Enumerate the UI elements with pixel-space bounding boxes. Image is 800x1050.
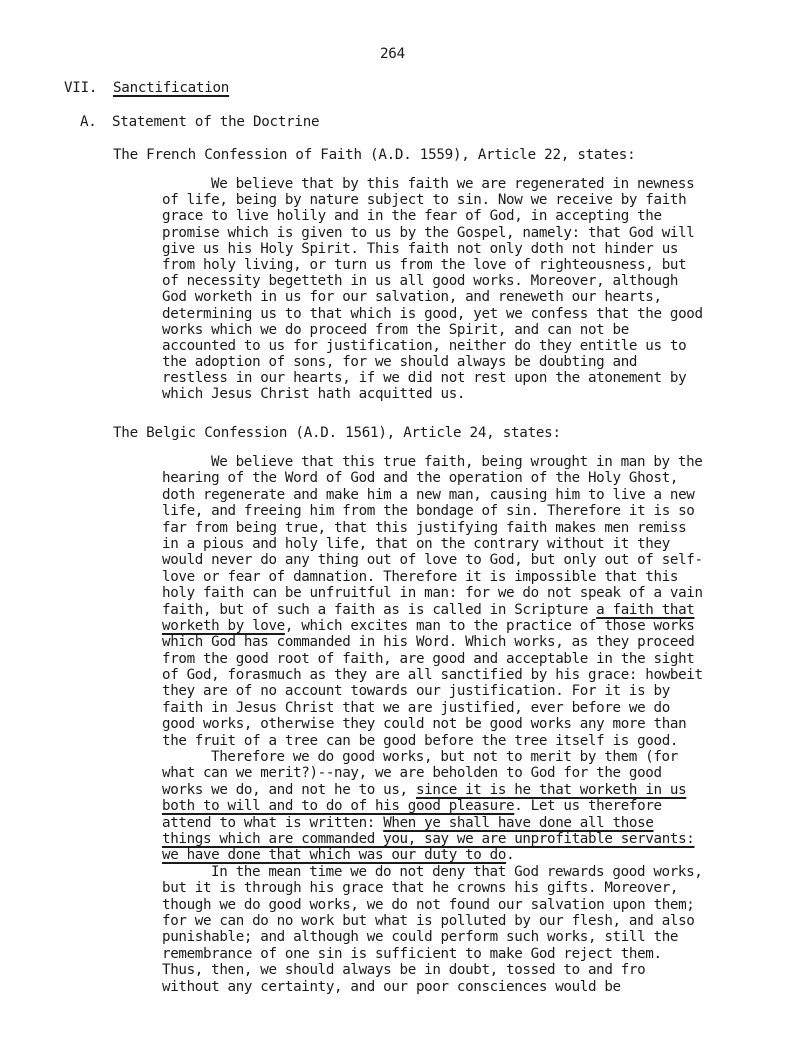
underlined-scripture: When ye shall have done all those: [383, 814, 654, 831]
quote-text: .: [506, 847, 515, 864]
quote-line: We believe that by this faith we are regenerated in newness: [211, 176, 695, 192]
quote-line: Thus, then, we should always be in doubt, tossed to and fro: [162, 962, 646, 979]
quote-line: the adoption of sons, for we should always be doubting and: [162, 354, 638, 371]
quote-line: of necessity begetteth in us all good works. Moreover, although: [162, 273, 679, 290]
quote-line: holy faith can be unfruitful in man: for we do not speak of a vain: [162, 585, 703, 602]
quote-line: of life, being by nature subject to sin. Now we receive by faith: [162, 192, 687, 209]
quote-line: [162, 602, 703, 618]
quote-text: works we do, and not he to us,: [162, 781, 416, 798]
quote-line: give us his Holy Spirit. This faith not only doth not hinder us: [162, 240, 679, 257]
quote-line: Therefore we do good works, but not to merit by them (for: [211, 749, 678, 766]
quote-line: God worketh in us for our salvation, and reneweth our hearts,: [162, 289, 662, 306]
quote-line: doth regenerate and make him a new man, causing him to live a new: [162, 486, 695, 503]
underlined-scripture: since it is he that worketh in us: [415, 781, 687, 798]
quote-line: far from being true, that this justifying faith makes men remiss: [162, 519, 687, 536]
subsection-letter: A.: [80, 114, 97, 130]
subsection-title: Statement of the Doctrine: [112, 114, 320, 130]
belgic-confession-quote: [162, 454, 703, 995]
french-confession-quote: [162, 176, 703, 403]
page-number: 264: [380, 46, 405, 62]
quote-line: though we do good works, we do not found our salvation upon them;: [162, 896, 695, 913]
quote-line: We believe that this true faith, being wrought in man by the: [211, 454, 703, 470]
quote-line: [162, 618, 703, 634]
quote-line: in a pious and holy life, that on the contrary without it they: [162, 535, 670, 552]
section-numeral: VII.: [64, 80, 98, 96]
underlined-scripture: we have done that which was our duty to do: [162, 847, 507, 864]
underlined-scripture: a faith that: [596, 601, 695, 618]
underlined-scripture: worketh by love: [162, 617, 285, 634]
quote-line: from holy living, or turn us from the love of righteousness, but: [162, 256, 687, 273]
quote-line: [162, 798, 703, 814]
belgic-confession-intro: The Belgic Confession (A.D. 1561), Article 24, states:: [113, 425, 561, 441]
quote-line: for we can do no work but what is polluted by our flesh, and also: [162, 912, 695, 929]
quote-line: remembrance of one sin is sufficient to make God reject them.: [162, 945, 662, 962]
quote-line: without any certainty, and our poor consciences would be: [162, 978, 621, 995]
quote-line: restless in our hearts, if we did not rest upon the atonement by: [162, 370, 687, 387]
quote-line: which Jesus Christ hath acquitted us.: [162, 386, 466, 403]
quote-line: from the good root of faith, are good and acceptable in the sight: [162, 650, 695, 667]
quote-line: they are of no account towards our justification. For it is by: [162, 683, 670, 700]
quote-text: , which excites man to the practice of those works: [284, 617, 695, 634]
quote-line: what can we merit?)--nay, we are beholden to God for the good: [162, 765, 662, 782]
quote-line: which God has commanded in his Word. Which works, as they proceed: [162, 634, 695, 651]
quote-line: [162, 847, 703, 863]
quote-text: attend to what is written:: [162, 814, 384, 831]
quote-line: of God, forasmuch as they are all sanctified by his grace: howbeit: [162, 667, 703, 684]
quote-line: faith in Jesus Christ that we are justified, ever before we do: [162, 699, 670, 716]
quote-line: the fruit of a tree can be good before the tree itself is good.: [162, 732, 679, 749]
section-title: Sanctification: [113, 80, 230, 96]
quote-line: In the mean time we do not deny that God rewards good works,: [211, 863, 703, 880]
quote-line: [162, 815, 703, 831]
quote-text: faith, but of such a faith as is called in Scripture: [162, 601, 597, 618]
quote-line: hearing of the Word of God and the operation of the Holy Ghost,: [162, 470, 679, 487]
quote-line: punishable; and although we could perform such works, still the: [162, 929, 679, 946]
quote-line: works which we do proceed from the Spirit, and can not be: [162, 321, 629, 338]
underlined-scripture: both to will and to do of his good pleasure: [162, 798, 515, 815]
quote-line: but it is through his grace that he crowns his gifts. Moreover,: [162, 880, 679, 897]
quote-line: good works, otherwise they could not be good works any more than: [162, 716, 687, 733]
quote-line: grace to live holily and in the fear of God, in accepting the: [162, 208, 662, 225]
quote-text: . Let us therefore: [514, 798, 662, 815]
quote-line: determining us to that which is good, yet we confess that the good: [162, 305, 703, 322]
quote-line: would never do any thing out of love to God, but only out of self-: [162, 552, 703, 569]
french-confession-intro: The French Confession of Faith (A.D. 1559), Article 22, states:: [113, 147, 636, 163]
underlined-scripture: things which are commanded you, say we are unprofitable servants:: [162, 830, 695, 847]
quote-line: life, and freeing him from the bondage of sin. Therefore it is so: [162, 503, 695, 520]
quote-line: promise which is given to us by the Gospel, namely: that God will: [162, 224, 695, 241]
quote-line: [162, 831, 703, 847]
quote-line: [162, 782, 703, 798]
quote-line: love or fear of damnation. Therefore it is impossible that this: [162, 568, 679, 585]
quote-line: accounted to us for justification, neither do they entitle us to: [162, 337, 687, 354]
